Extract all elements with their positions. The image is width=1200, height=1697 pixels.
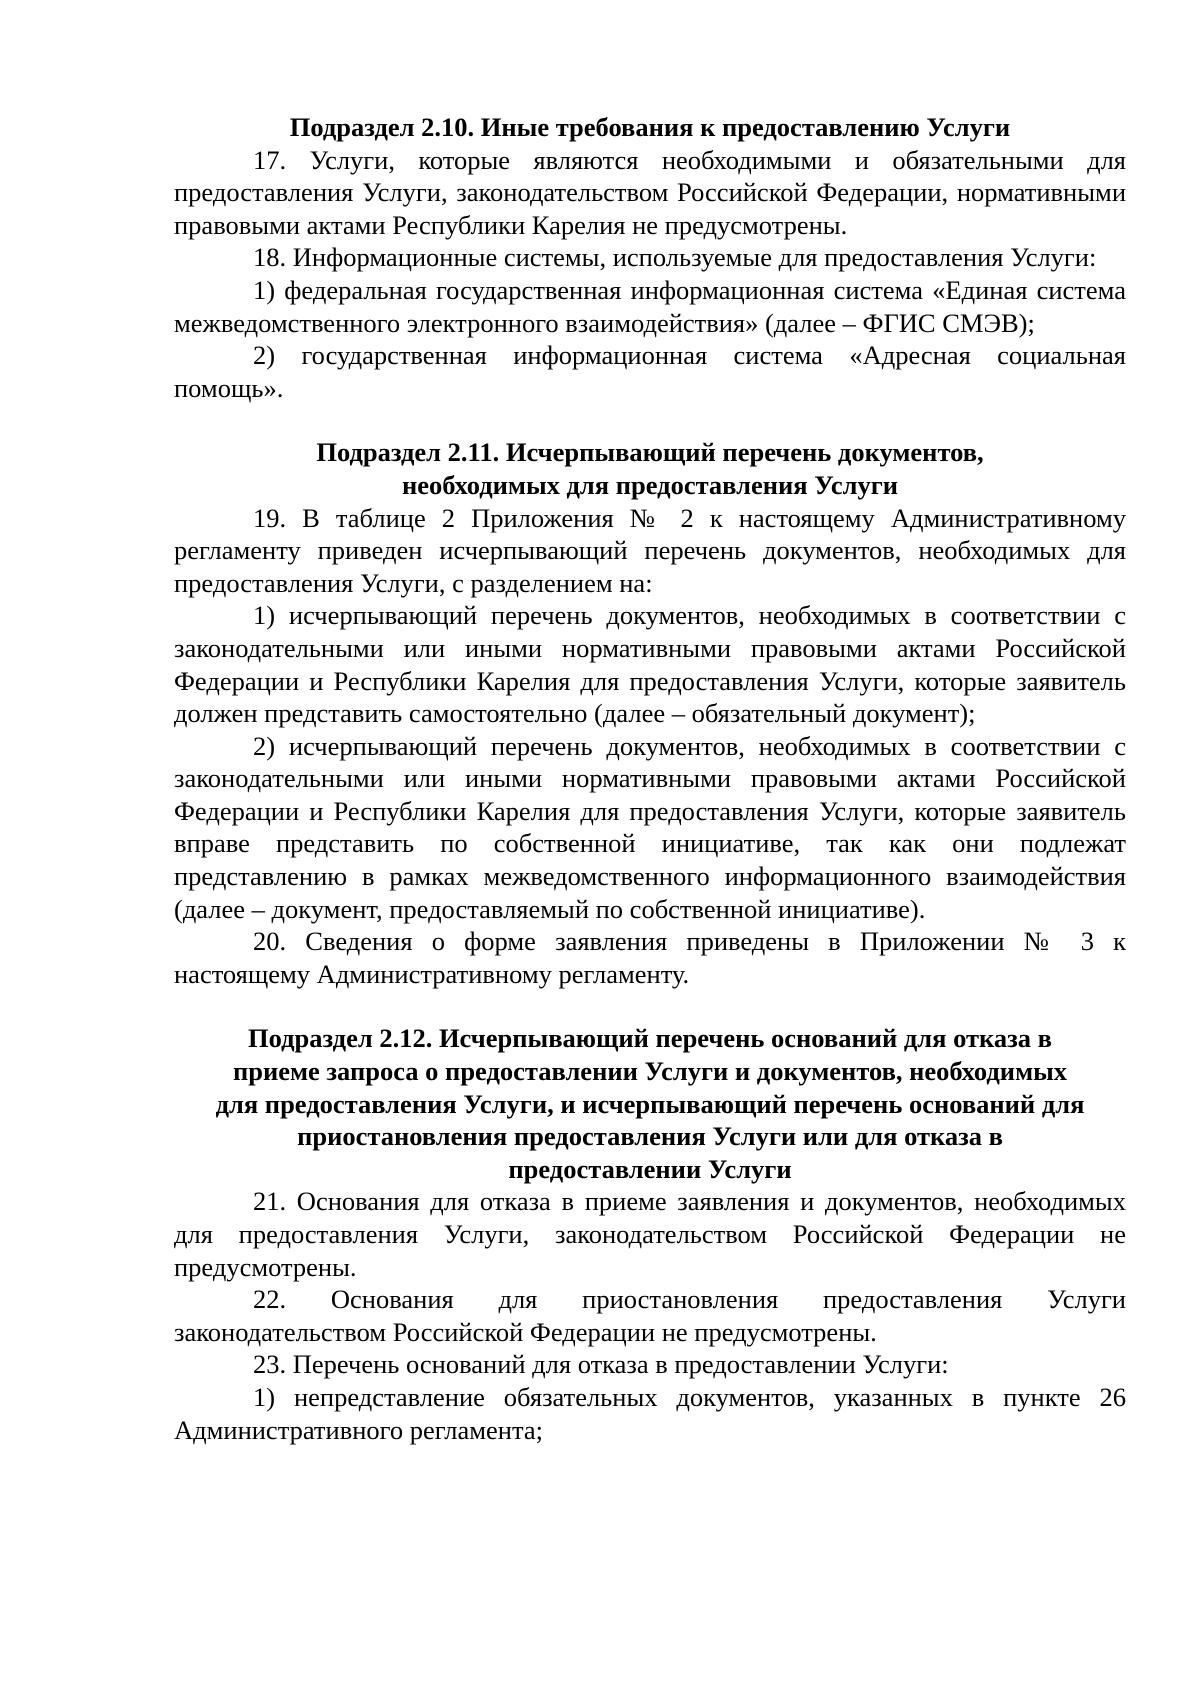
paragraph-17: 17. Услуги, которые являются необходимыми и обязательными для предоставления Услуги, законодательством Российской Федерации, нормативными правовыми актами Республики Карелия не предусмотрены. xyxy=(174,144,1126,240)
heading-line: для предоставления Услуги, и исчерпывающий перечень оснований для xyxy=(215,1088,1085,1119)
section-2-10-heading: Подраздел 2.10. Иные требования к предоставлению Услуги xyxy=(289,112,1011,142)
heading-line: Подраздел 2.11. Исчерпывающий перечень документов, xyxy=(316,437,984,468)
heading-line: приостановления предоставления Услуги или для отказа в xyxy=(297,1121,1003,1152)
paragraph-23: 23. Перечень оснований для отказа в предоставлении Услуги: xyxy=(253,1349,949,1380)
paragraph-19: 19. В таблице 2 Приложения № 2 к настоящему Административному регламенту приведен исчерпывающий перечень документов, необходимых для предоставления Услуги, с разделением на: xyxy=(174,502,1126,598)
paragraph-23-item-1: 1) непредставление обязательных документов, указанных в пункте 26 Административного регламента; xyxy=(174,1381,1126,1445)
section-2-12-heading xyxy=(174,1022,1126,1185)
paragraph-19-item-2: 2) исчерпывающий перечень документов, необходимых в соответствии с законодательными или иными нормативными правовыми актами Российской Федерации и Республики Карелия для предоставления Услуги, которые заявитель вправе представить по собственной инициативе, так как они подлежат представлению в рамках межведомственного информационного взаимодействия (далее – документ, предоставляемый по собственной инициативе). xyxy=(174,730,1126,924)
paragraph-20: 20. Сведения о форме заявления приведены в Приложении № 3 к настоящему Административному регламенту. xyxy=(174,926,1126,989)
heading-line: Подраздел 2.12. Исчерпывающий перечень оснований для отказа в xyxy=(248,1023,1052,1054)
paragraph-18-item-1: 1) федеральная государственная информационная система «Единая система межведомственного электронного взаимодействия» (далее – ФГИС СМЭВ); xyxy=(174,274,1126,338)
heading-line: приеме запроса о предоставлении Услуги и документов, необходимых xyxy=(232,1056,1068,1087)
section-spacer xyxy=(174,990,1126,1022)
section-spacer xyxy=(174,404,1126,436)
heading-line: предоставлении Услуги xyxy=(508,1153,792,1184)
paragraph-21: 21. Основания для отказа в приеме заявления и документов, необходимых для предоставления Услуги, законодательством Российской Федерации не предусмотрены. xyxy=(174,1186,1126,1282)
paragraph-19-item-1: 1) исчерпывающий перечень документов, необходимых в соответствии с законодательными или иными нормативными правовыми актами Российской Федерации и Республики Карелия для предоставления Услуги, которые заявитель должен представить самостоятельно (далее – обязательный документ); xyxy=(174,600,1126,729)
paragraph-22: 22. Основания для приостановления предоставления Услуги законодательством Российской Федерации не предусмотрены. xyxy=(174,1284,1126,1347)
heading-line: необходимых для предоставления Услуги xyxy=(401,469,899,500)
section-2-11-heading xyxy=(174,436,1126,501)
paragraph-18: 18. Информационные системы, используемые для предоставления Услуги: xyxy=(253,242,1097,273)
document-body xyxy=(174,111,1126,1446)
paragraph-18-item-2: 2) государственная информационная система «Адресная социальная помощь». xyxy=(174,340,1126,403)
